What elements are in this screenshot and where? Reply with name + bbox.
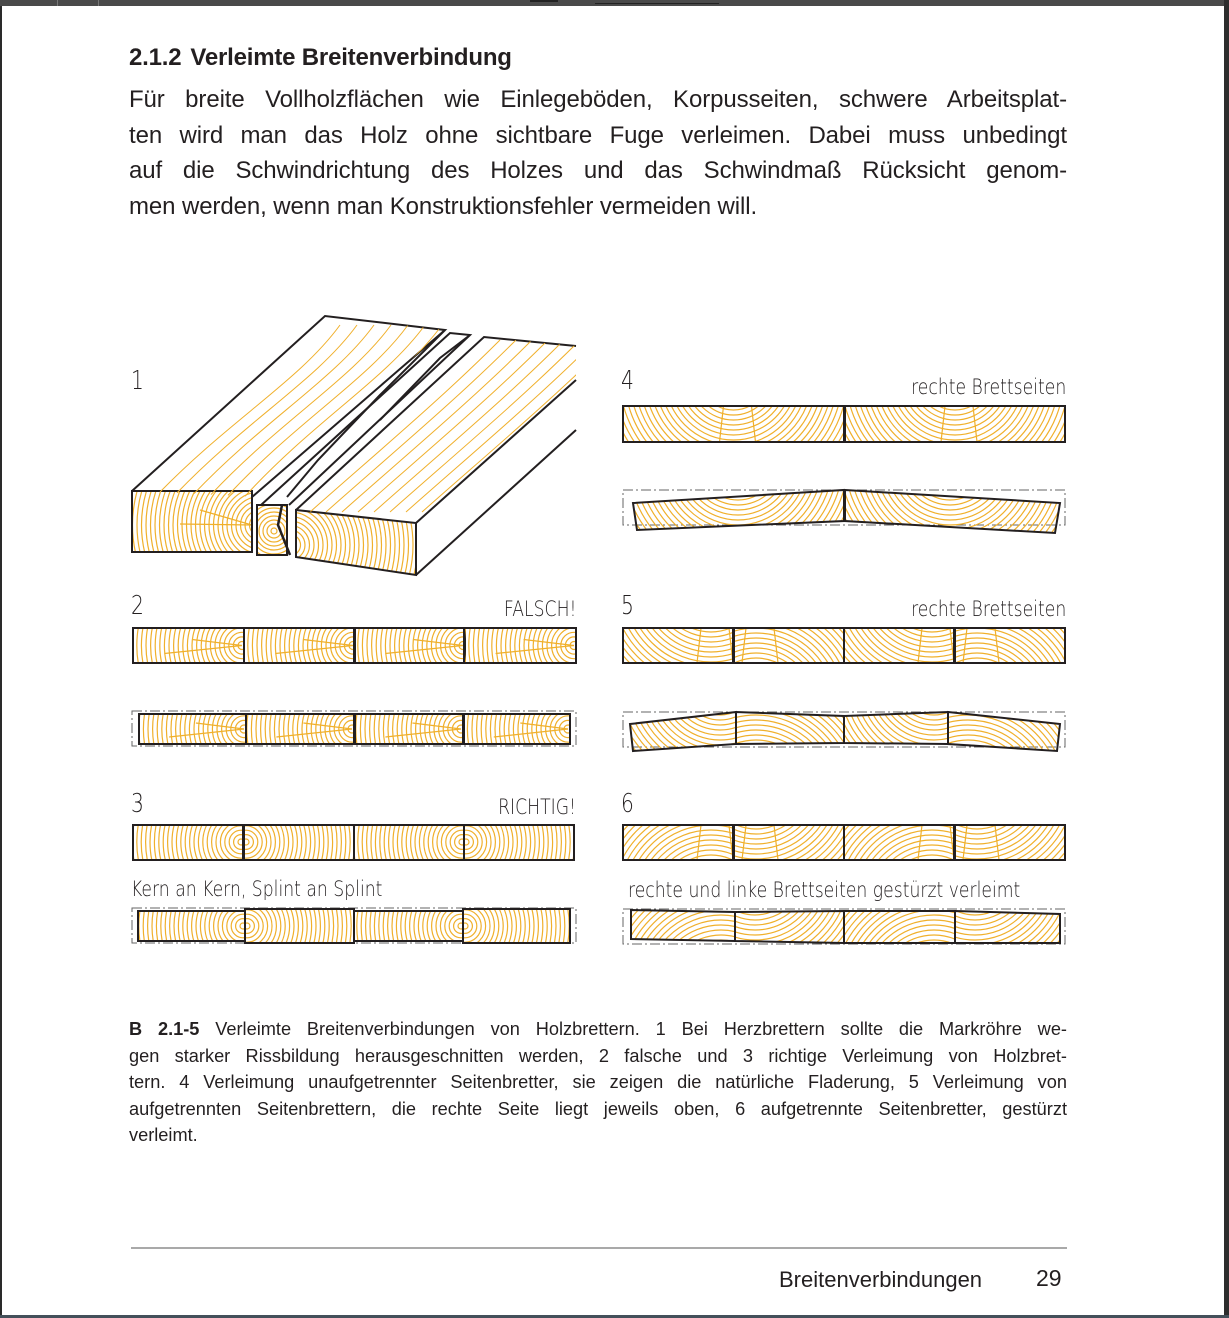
toolbar-fragment <box>595 0 719 4</box>
panel-number-6: 6 <box>621 789 634 819</box>
figure-caption <box>129 1016 1067 1149</box>
caption-line: tern. 4 Verleimung unaufgetrennter Seitenbretter, sie zeigen die natürliche Fladerung, 5 Verleimung von <box>129 1072 1067 1093</box>
caption-line: gen starker Rissbildung herausgeschnitten werden, 2 falsche und 3 richtige Verleimung von Holzbret- <box>129 1045 1067 1066</box>
section-number: 2.1.2 <box>129 44 182 71</box>
toolbar-fragment <box>530 0 558 2</box>
caption-line <box>129 1016 1067 1043</box>
intro-paragraph <box>129 82 1067 224</box>
intro-line: Für breite Vollholzflächen wie Einlegeböden, Korpusseiten, schwere Arbeitsplat- <box>129 86 1067 113</box>
panel-number-1: 1 <box>131 366 144 396</box>
panel-number-2: 2 <box>131 591 144 621</box>
panel-4-note: rechte Brettseiten <box>910 375 1066 399</box>
panel-5-note: rechte Brettseiten <box>910 597 1066 621</box>
intro-line: men werden, wenn man Konstruktionsfehler vermeiden will. <box>129 192 758 220</box>
caption-line: verleimt. <box>129 1125 198 1146</box>
panel-3-note: RICHTIG! <box>498 795 576 819</box>
panel-number-3: 3 <box>131 789 144 819</box>
footer-divider <box>131 1247 1067 1249</box>
section-title: Verleimte Breitenverbindung <box>190 44 512 71</box>
panel-number-5: 5 <box>621 591 634 621</box>
caption-text: Verleimte Breitenverbindungen von Holzbrettern. 1 Bei Herzbrettern sollte die Markröhre we- <box>215 1019 1067 1039</box>
page-number: 29 <box>1036 1265 1062 1291</box>
section-heading <box>129 44 512 72</box>
panel-3-subnote: Kern an Kern, Splint an Splint <box>131 877 383 901</box>
running-title: Breitenverbindungen <box>779 1267 983 1292</box>
caption-id: B 2.1-5 <box>129 1019 200 1039</box>
panel-6-subnote: rechte und linke Brettseiten gestürzt verleimt <box>628 878 1021 902</box>
intro-line: ten wird man das Holz ohne sichtbare Fuge verleimen. Dabei muss unbedingt <box>129 121 1067 149</box>
panel-2-note: FALSCH! <box>503 597 576 621</box>
viewer-right-edge <box>1224 0 1229 1318</box>
caption-line: aufgetrennten Seitenbrettern, die rechte Seite liegt jeweils oben, 6 aufgetrennte Seitenbretter, gestürzt <box>129 1098 1067 1119</box>
intro-line: auf die Schwindrichtung des Holzes und das Schwindmaß Rücksicht genom- <box>129 157 1067 184</box>
panel-number-4: 4 <box>621 366 634 396</box>
